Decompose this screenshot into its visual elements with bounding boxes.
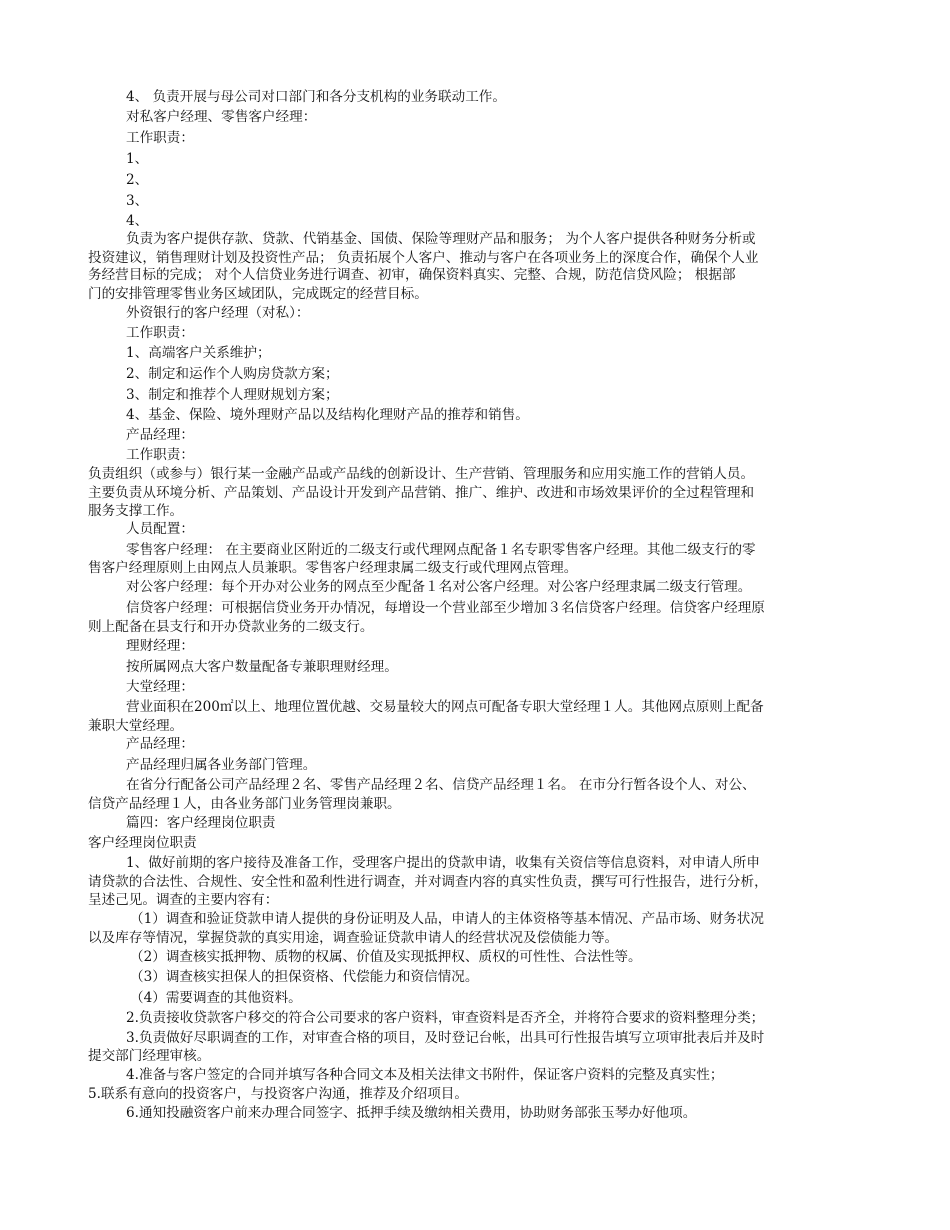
text-line: 产品经理归属各业务部门管理。 — [126, 757, 317, 773]
text-line: 2.负责接收贷款客户移交的符合公司要求的客户资料，审查资料是否齐全，并将符合要求的资料整理分类； — [126, 1010, 765, 1026]
text-line: 服务支撑工作。 — [88, 503, 184, 519]
text-line: 5.联系有意向的投资客户，与投资客户沟通，推荐及介绍项目。 — [88, 1086, 468, 1102]
text-line: 2、制定和运作个人购房贷款方案； — [126, 366, 339, 382]
text-line: 产品经理： — [126, 736, 194, 752]
text-line: 工作职责： — [126, 447, 194, 463]
text-line: （3）调查核实担保人的担保资格、代偿能力和资信情况。 — [130, 969, 479, 985]
text-line: 以及库存等情况，掌握贷款的真实用途，调查验证贷款申请人的经营状况及偿债能力等。 — [88, 930, 619, 946]
text-line: 理财经理： — [126, 638, 194, 654]
text-line: 3、制定和推荐个人理财规划方案； — [126, 387, 339, 403]
text-line: 大堂经理： — [126, 679, 194, 695]
text-line: 1、做好前期的客户接待及准备工作，受理客户提出的贷款申请，收集有关资信等信息资料，对申请人所申 — [126, 855, 760, 871]
text-line: 3.负责做好尽职调查的工作，对审查合格的项目，及时登记台帐，出具可行性报告填写立项审批表后并及时 — [126, 1030, 765, 1046]
text-line: 工作职责： — [126, 130, 194, 146]
text-line: 按所属网点大客户数量配备专兼职理财经理。 — [126, 659, 398, 675]
text-line: 提交部门经理审核。 — [88, 1048, 211, 1064]
text-line: 2、 — [126, 172, 149, 188]
text-line: 4、基金、保险、境外理财产品以及结构化理财产品的推荐和销售。 — [126, 407, 529, 423]
text-line: 客户经理岗位职责 — [88, 835, 197, 851]
text-line: 6.通知投融资客户前来办理合同签字、抵押手续及缴纳相关费用，协助财务部张玉琴办好他项。 — [126, 1105, 697, 1121]
text-line: 售客户经理原则上由网点人员兼职。零售客户经理隶属二级支行或代理网点管理。 — [88, 560, 578, 576]
text-line: 1、高端客户关系维护； — [126, 345, 271, 361]
text-line: 4.准备与客户签定的合同并填写各种合同文本及相关法律文书附件，保证客户资料的完整及真实性； — [126, 1067, 724, 1083]
text-line: 则上配备在县支行和开办贷款业务的二级支行。 — [88, 619, 374, 635]
text-line: 负责组织（或参与）银行某一金融产品或产品线的创新设计、生产营销、管理服务和应用实施工作的营销人员。 — [88, 466, 755, 482]
text-line: 4、 负责开展与母公司对口部门和各分支机构的业务联动工作。 — [126, 89, 506, 105]
text-line: 营业面积在200㎡以上、地理位置优越、交易量较大的网点可配备专职大堂经理１人。其他网点原则上配备 — [126, 699, 764, 715]
text-line: 呈述己见。调查的主要内容有： — [88, 892, 279, 908]
text-line: （1）调查和验证贷款申请人提供的身份证明及人品，申请人的主体资格等基本情况、产品市场、财务状况 — [130, 911, 764, 927]
text-line: 产品经理： — [126, 427, 194, 443]
text-line: 工作职责： — [126, 325, 194, 341]
text-line: 人员配置： — [126, 521, 194, 537]
text-line: 信贷客户经理：可根据信贷业务开办情况，每增设一个营业部至少增加３名信贷客户经理。信贷客户经理原 — [126, 600, 765, 616]
text-line: （4）需要调查的其他资料。 — [130, 990, 302, 1006]
text-line: 外资银行的客户经理（对私）： — [126, 305, 310, 321]
text-line: 在省分行配备公司产品经理２名、零售产品经理２名、信贷产品经理１名。 在市分行暂各设个人、对公、 — [126, 777, 756, 793]
text-line: 篇四：客户经理岗位职责 — [126, 815, 276, 831]
text-line: 1、 — [126, 151, 149, 167]
text-line: 务经营目标的完成； 对个人信贷业务进行调查、初审，确保资料真实、完整、合规，防范信贷风险； 根据部 — [88, 267, 736, 283]
text-line: 负责为客户提供存款、贷款、代销基金、国债、保险等理财产品和服务； 为个人客户提供各种财务分析或 — [126, 231, 756, 247]
text-line: 信贷产品经理１人，由各业务部门业务管理岗兼职。 — [88, 796, 401, 812]
text-line: 兼职大堂经理。 — [88, 718, 184, 734]
text-line: （2）调查核实抵押物、质物的权属、价值及实现抵押权、质权的可性性、合法性等。 — [130, 949, 642, 965]
text-line: 对私客户经理、零售客户经理： — [126, 109, 317, 125]
text-line: 3、 — [126, 193, 149, 209]
text-line: 4、 — [126, 213, 149, 229]
text-line: 门的安排管理零售业务区域团队，完成既定的经营目标。 — [88, 286, 428, 302]
text-line: 投资建议，销售理财计划及投资性产品； 负责拓展个人客户、推动与客户在各项业务上的深度合作，确保个人业 — [88, 250, 759, 266]
text-line: 零售客户经理： 在主要商业区附近的二级支行或代理网点配备１名专职零售客户经理。其他二级支行的零 — [126, 542, 756, 558]
text-line: 请贷款的合法性、合规性、安全性和盈利性进行调查，并对调查内容的真实性负责，撰写可行性报告，进行分析， — [88, 874, 768, 890]
text-line: 对公客户经理：每个开办对公业务的网点至少配备１名对公客户经理。对公客户经理隶属二级支行管理。 — [126, 579, 752, 595]
text-line: 主要负责从环境分析、产品策划、产品设计开发到产品营销、推广、维护、改进和市场效果评价的全过程管理和 — [88, 485, 755, 501]
